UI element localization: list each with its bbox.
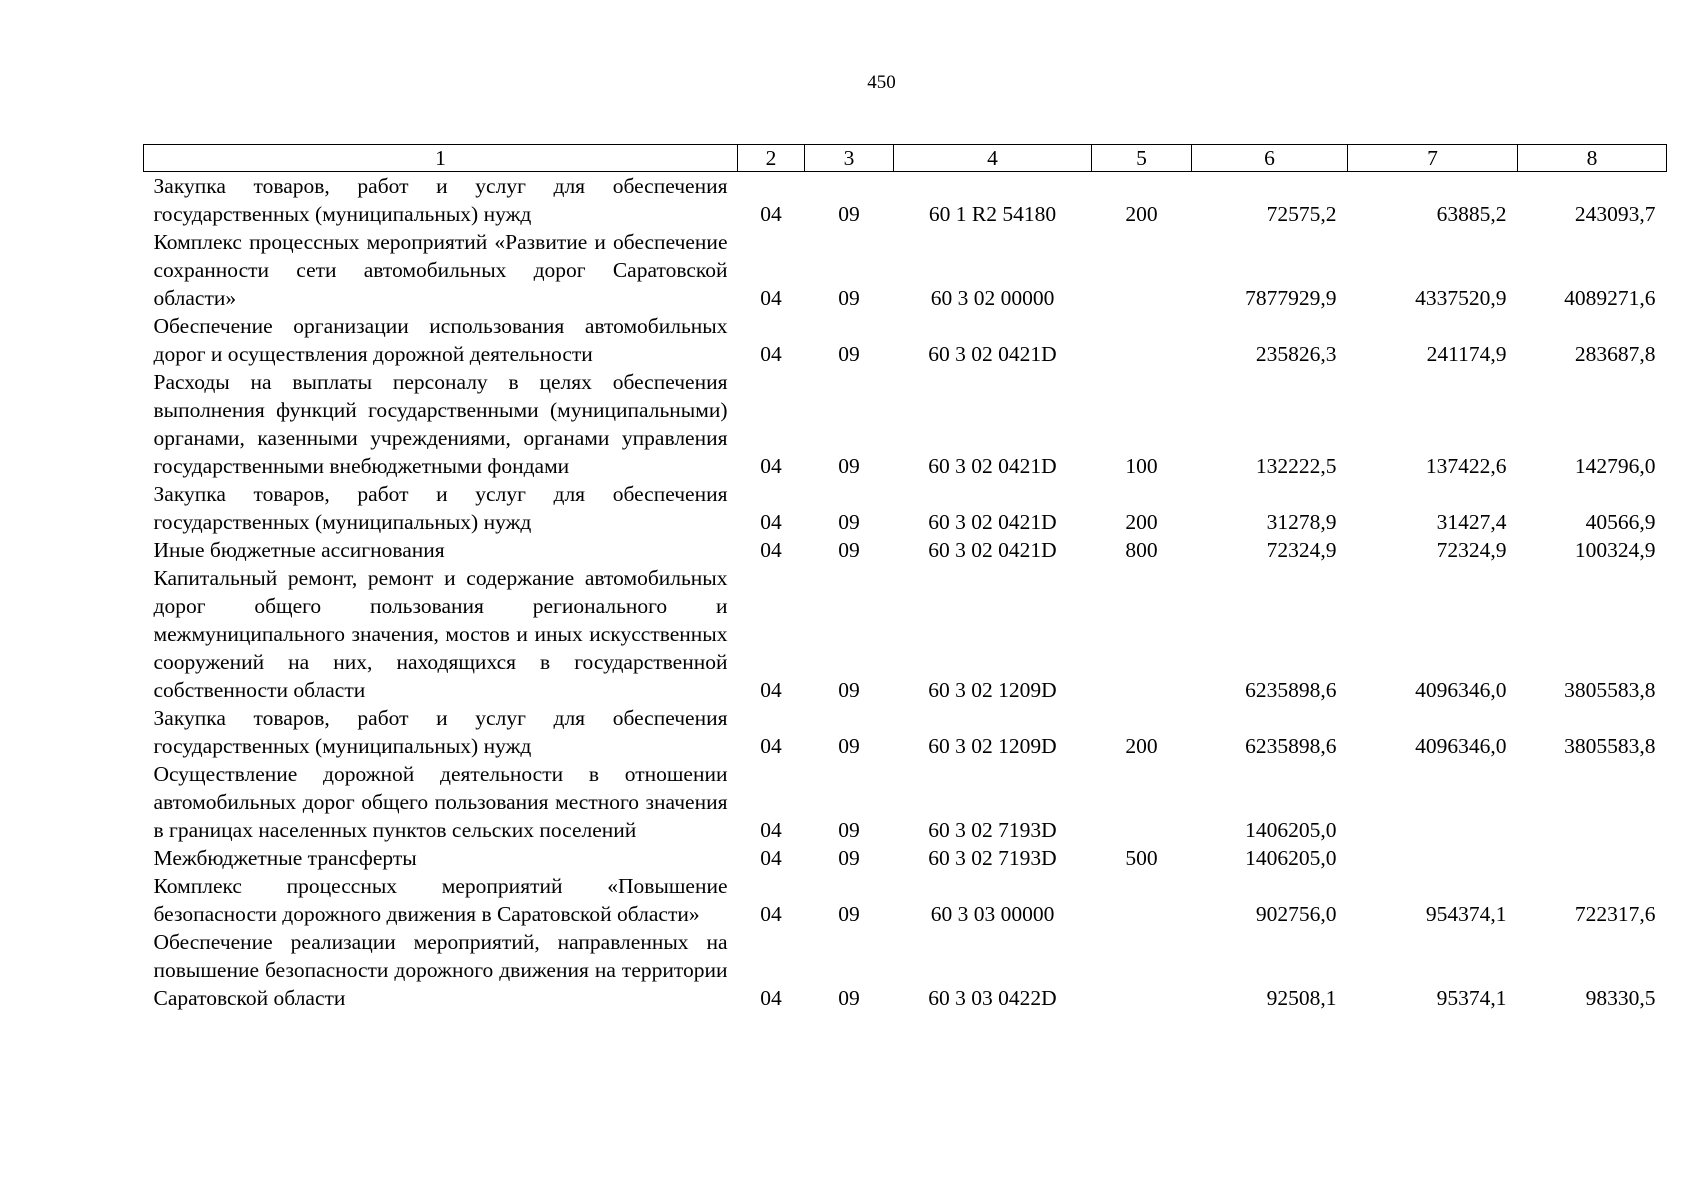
cell-subsection: 09	[838, 678, 860, 702]
cell-subsection: 09	[838, 286, 860, 310]
cell-amount-2: 31427,4	[1436, 510, 1507, 534]
cell-section: 04	[760, 342, 782, 366]
cell-expense-type: 100	[1125, 454, 1158, 478]
cell-amount-3	[1518, 760, 1667, 844]
table-row	[144, 172, 1667, 229]
cell-amount-3: 243093,7	[1574, 202, 1656, 226]
cell-expense-type: 200	[1125, 510, 1158, 534]
cell-amount-3: 3805583,8	[1564, 734, 1656, 758]
cell-amount-2: 4337520,9	[1415, 286, 1507, 310]
cell-target-article: 60 3 02 00000	[930, 286, 1055, 310]
cell-item-name: Межбюджетные трансферты	[153, 846, 417, 870]
cell-expense-type	[1092, 564, 1192, 704]
cell-item-name: Комплекс процессных мероприятий «Повышение безопасности дорожного движения в Саратовской области»	[153, 874, 728, 926]
cell-item-name: Капитальный ремонт, ремонт и содержание автомобильных дорог общего пользования регионального и межмуниципального значения, мостов и иных искусственных сооружений на них, находящихся в государственной собственности области	[153, 566, 728, 702]
cell-amount-3	[1518, 844, 1667, 872]
cell-amount-1: 6235898,6	[1245, 678, 1337, 702]
cell-target-article: 60 3 02 0421D	[928, 538, 1057, 562]
cell-subsection: 09	[838, 454, 860, 478]
cell-subsection: 09	[838, 986, 860, 1010]
cell-target-article: 60 3 03 0422D	[928, 986, 1057, 1010]
cell-section: 04	[760, 846, 782, 870]
table-row	[144, 844, 1667, 872]
cell-section: 04	[760, 734, 782, 758]
cell-item-name: Расходы на выплаты персоналу в целях обеспечения выполнения функций государственными (муниципальными) органами, казенными учреждениями, органами управления государственными внебюджетными фондами	[153, 370, 728, 478]
cell-amount-2	[1348, 844, 1518, 872]
cell-item-name: Осуществление дорожной деятельности в отношении автомобильных дорог общего пользования местного значения в границах населенных пунктов сельских поселений	[153, 762, 728, 842]
header-col-8: 8	[1518, 145, 1667, 172]
budget-table	[143, 144, 1667, 1012]
cell-target-article: 60 3 02 0421D	[928, 510, 1057, 534]
table-row	[144, 312, 1667, 368]
cell-target-article: 60 3 02 0421D	[928, 454, 1057, 478]
cell-expense-type	[1092, 928, 1192, 1012]
header-col-4: 4	[894, 145, 1092, 172]
cell-amount-2: 4096346,0	[1415, 678, 1507, 702]
cell-expense-type	[1092, 872, 1192, 928]
cell-expense-type: 800	[1125, 538, 1158, 562]
cell-amount-1: 31278,9	[1266, 510, 1337, 534]
cell-section: 04	[760, 538, 782, 562]
cell-item-name: Закупка товаров, работ и услуг для обеспечения государственных (муниципальных) нужд	[153, 174, 728, 226]
cell-section: 04	[760, 286, 782, 310]
table-header-row	[144, 145, 1667, 172]
cell-section: 04	[760, 202, 782, 226]
cell-target-article: 60 1 R2 54180	[928, 202, 1057, 226]
cell-expense-type: 200	[1125, 734, 1158, 758]
cell-subsection: 09	[838, 202, 860, 226]
cell-amount-2: 241174,9	[1426, 342, 1507, 366]
cell-amount-1: 92508,1	[1266, 986, 1337, 1010]
cell-amount-3: 100324,9	[1574, 538, 1656, 562]
cell-amount-1: 132222,5	[1255, 454, 1337, 478]
cell-subsection: 09	[838, 734, 860, 758]
cell-expense-type	[1092, 312, 1192, 368]
cell-subsection: 09	[838, 846, 860, 870]
table-row	[144, 872, 1667, 928]
cell-amount-2: 95374,1	[1436, 986, 1507, 1010]
cell-expense-type	[1092, 228, 1192, 312]
cell-amount-3: 283687,8	[1574, 342, 1656, 366]
header-col-6: 6	[1192, 145, 1348, 172]
header-col-7: 7	[1348, 145, 1518, 172]
cell-amount-3: 40566,9	[1585, 510, 1656, 534]
cell-item-name: Закупка товаров, работ и услуг для обеспечения государственных (муниципальных) нужд	[153, 706, 728, 758]
table-row	[144, 564, 1667, 704]
table-row	[144, 536, 1667, 564]
cell-section: 04	[760, 678, 782, 702]
cell-target-article: 60 3 02 1209D	[928, 678, 1057, 702]
cell-item-name: Иные бюджетные ассигнования	[153, 538, 445, 562]
cell-amount-1: 1406205,0	[1245, 818, 1337, 842]
cell-item-name: Обеспечение реализации мероприятий, направленных на повышение безопасности дорожного движения на территории Саратовской области	[153, 930, 728, 1010]
table-row	[144, 368, 1667, 480]
cell-target-article: 60 3 02 7193D	[928, 846, 1057, 870]
page-number: 450	[867, 72, 896, 93]
cell-amount-2: 72324,9	[1436, 538, 1507, 562]
cell-target-article: 60 3 02 1209D	[928, 734, 1057, 758]
cell-section: 04	[760, 986, 782, 1010]
cell-amount-2	[1348, 760, 1518, 844]
header-col-5: 5	[1092, 145, 1192, 172]
cell-target-article: 60 3 03 00000	[930, 902, 1055, 926]
cell-expense-type	[1092, 760, 1192, 844]
cell-amount-3: 3805583,8	[1564, 678, 1656, 702]
cell-item-name: Закупка товаров, работ и услуг для обеспечения государственных (муниципальных) нужд	[153, 482, 728, 534]
header-col-2: 2	[738, 145, 805, 172]
table-row	[144, 928, 1667, 1012]
cell-target-article: 60 3 02 7193D	[928, 818, 1057, 842]
cell-amount-2: 63885,2	[1436, 202, 1507, 226]
cell-subsection: 09	[838, 538, 860, 562]
cell-amount-1: 7877929,9	[1245, 286, 1337, 310]
cell-amount-2: 954374,1	[1425, 902, 1507, 926]
cell-amount-3: 142796,0	[1574, 454, 1656, 478]
cell-amount-3: 4089271,6	[1564, 286, 1656, 310]
cell-subsection: 09	[838, 342, 860, 366]
table-row	[144, 760, 1667, 844]
cell-amount-1: 1406205,0	[1245, 846, 1337, 870]
cell-amount-3: 722317,6	[1574, 902, 1656, 926]
table-row	[144, 704, 1667, 760]
cell-amount-1: 6235898,6	[1245, 734, 1337, 758]
cell-section: 04	[760, 454, 782, 478]
cell-item-name: Комплекс процессных мероприятий «Развитие и обеспечение сохранности сети автомобильных дорог Саратовской области»	[153, 230, 728, 310]
cell-section: 04	[760, 902, 782, 926]
cell-subsection: 09	[838, 902, 860, 926]
cell-expense-type: 200	[1125, 202, 1158, 226]
cell-subsection: 09	[838, 818, 860, 842]
cell-amount-1: 235826,3	[1255, 342, 1337, 366]
cell-item-name: Обеспечение организации использования автомобильных дорог и осуществления дорожной деятельности	[153, 314, 728, 366]
table-row	[144, 228, 1667, 312]
cell-amount-3: 98330,5	[1585, 986, 1656, 1010]
table-body	[144, 172, 1667, 1013]
table-row	[144, 480, 1667, 536]
cell-amount-2: 4096346,0	[1415, 734, 1507, 758]
cell-amount-1: 72324,9	[1266, 538, 1337, 562]
cell-amount-2: 137422,6	[1425, 454, 1507, 478]
cell-section: 04	[760, 818, 782, 842]
cell-expense-type: 500	[1125, 846, 1158, 870]
header-col-3: 3	[805, 145, 894, 172]
cell-subsection: 09	[838, 510, 860, 534]
cell-target-article: 60 3 02 0421D	[928, 342, 1057, 366]
cell-section: 04	[760, 510, 782, 534]
cell-amount-1: 902756,0	[1255, 902, 1337, 926]
cell-amount-1: 72575,2	[1266, 202, 1337, 226]
header-col-1: 1	[144, 145, 738, 172]
